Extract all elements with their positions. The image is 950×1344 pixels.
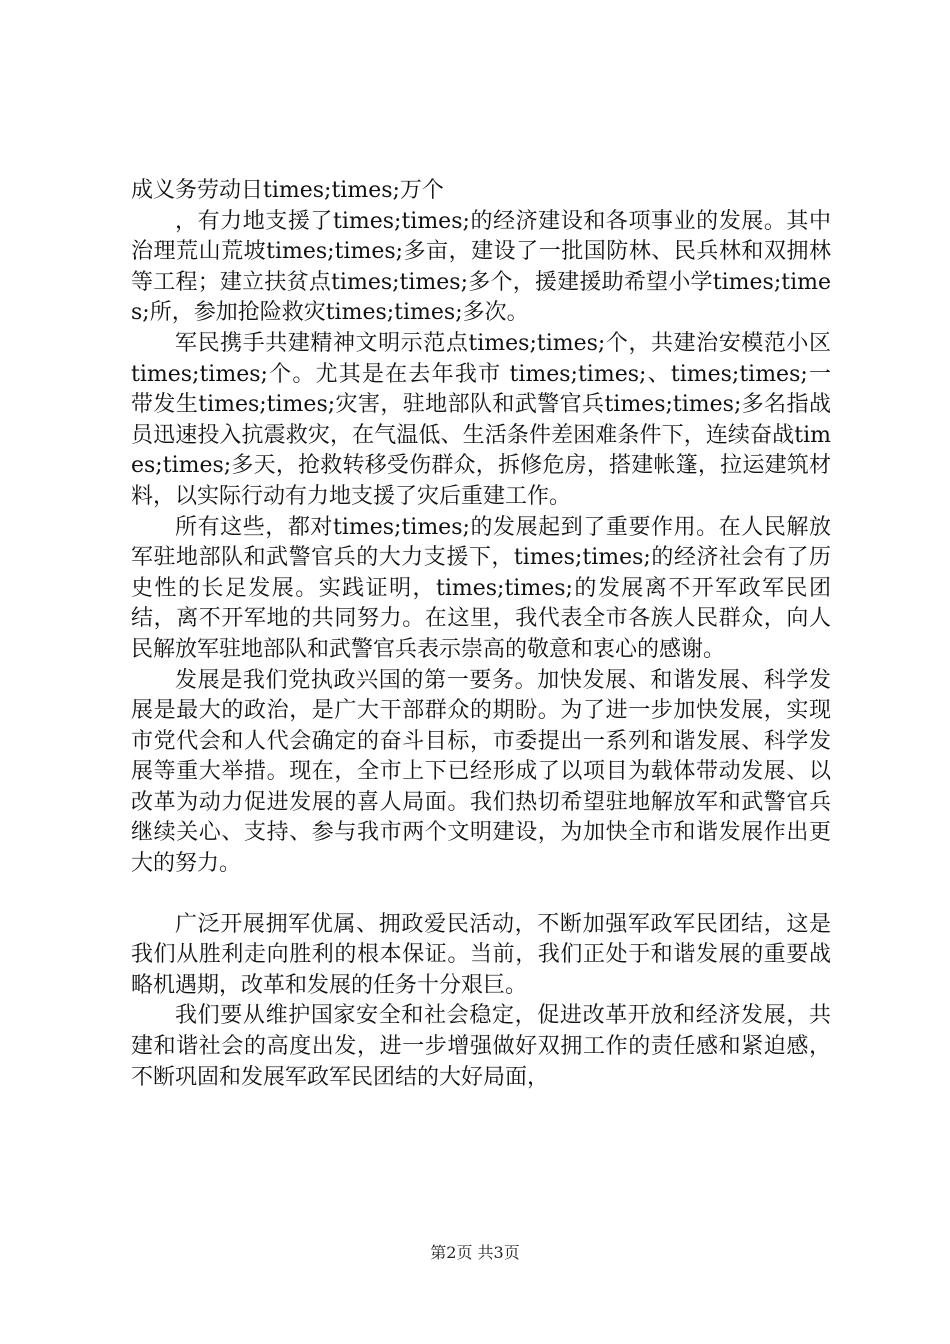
paragraph-5: 发展是我们党执政兴国的第一要务。加快发展、和谐发展、科学发展是最大的政治，是广大干部群众的期盼。为了进一步加快发展，实现市党代会和人代会确定的奋斗目标，市委提出一系列和谐发展、科学发展等重大举措。现在，全市上下已经形成了以项目为载体带动发展、以改革为动力促进发展的喜人局面。我们热切希望驻地解放军和武警官兵继续关心、支持、参与我市两个文明建设，为加快全市和谐发展作出更大的努力。 <box>131 667 831 877</box>
page-number-footer: 第2页 共3页 <box>430 1243 520 1262</box>
paragraph-7: 我们要从维护国家安全和社会稳定，促进改革开放和经济发展，共建和谐社会的高度出发，进一步增强做好双拥工作的责任感和紧迫感，不断巩固和发展军政军民团结的大好局面， <box>131 1003 831 1090</box>
document-body <box>131 176 831 1093</box>
paragraph-1: 成义务劳动日times;times;万个 <box>131 178 444 203</box>
paragraph-4: 所有这些，都对times;times;的发展起到了重要作用。在人民解放军驻地部队和武警官兵的大力支援下，times;times;的经济社会有了历史性的长足发展。实践证明，times;times;的发展离不开军政军民团结，离不开军地的共同努力。在这里，我代表全市各族人民群众，向人民解放军驻地部队和武警官兵表示崇高的敬意和衷心的感谢。 <box>131 514 831 662</box>
paragraph-gap <box>131 880 831 910</box>
paragraph-6: 广泛开展拥军优属、拥政爱民活动，不断加强军政军民团结，这是我们从胜利走向胜利的根本保证。当前，我们正处于和谐发展的重要战略机遇期，改革和发展的任务十分艰巨。 <box>131 911 831 998</box>
paragraph-3: 军民携手共建精神文明示范点times;times;个，共建治安模范小区 times;times;个。尤其是在去年我市 times;times;、times;times;一带发生times;times;灾害，驻地部队和武警官兵times;times;多名指战员迅速投入抗震救灾，在气温低、生活条件差困难条件下，连续奋战times;times;多天，抢救转移受伤群众，拆修危房，搭建帐篷，拉运建筑材料，以实际行动有力地支援了灾后重建工作。 <box>131 330 831 509</box>
paragraph-2: ，有力地支援了times;times;的经济建设和各项事业的发展。其中治理荒山荒坡times;times;多亩，建设了一批国防林、民兵林和双拥林等工程；建立扶贫点times;times;多个，援建援助希望小学times;times;所，参加抢险救灾times;times;多次。 <box>131 208 831 326</box>
